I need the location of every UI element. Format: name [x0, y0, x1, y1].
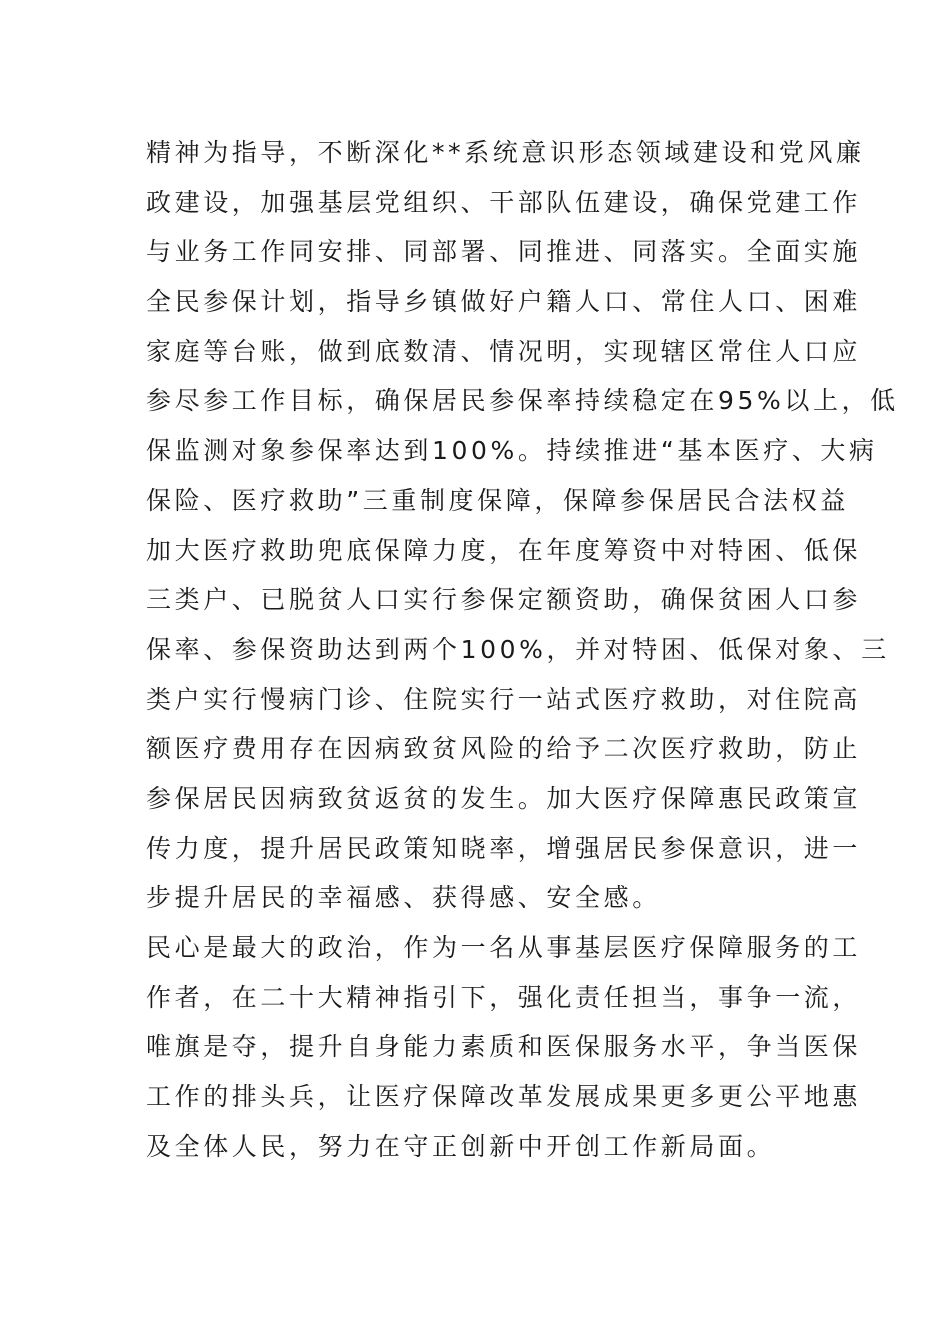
paragraph-line: 工作的排头兵，让医疗保障改革发展成果更多更公平地惠: [146, 1082, 862, 1112]
paragraph-line: 及全体人民，努力在守正创新中开创工作新局面。: [146, 1131, 776, 1161]
paragraph-line: 三类户、已脱贫人口实行参保定额资助，确保贫困人口参: [146, 585, 862, 615]
paragraph-line: 保险、医疗救助”三重制度保障，保障参保居民合法权益: [146, 485, 849, 515]
paragraph-line: 额医疗费用存在因病致贫风险的给予二次医疗救助，防止: [146, 734, 862, 764]
paragraph-line: 唯旗是夺，提升自身能力素质和医保服务水平，争当医保: [146, 1032, 862, 1062]
paragraph-line: 步提升居民的幸福感、获得感、安全感。: [146, 883, 661, 913]
paragraph-line: 保率、参保资助达到两个100%，并对特困、低保对象、三: [146, 634, 890, 664]
paragraph-line: 参尽参工作目标，确保居民参保率持续稳定在95%以上，低: [146, 386, 899, 416]
paragraph-line: 加大医疗救助兜底保障力度，在年度筹资中对特困、低保: [146, 535, 862, 565]
paragraph-line: 参保居民因病致贫返贫的发生。加大医疗保障惠民政策宣: [146, 783, 862, 813]
paragraph-line: 类户实行慢病门诊、住院实行一站式医疗救助，对住院高: [146, 684, 862, 714]
paragraph-line: 与业务工作同安排、同部署、同推进、同落实。全面实施: [146, 237, 862, 267]
paragraph-1: [146, 128, 899, 923]
paragraph-line: 全民参保计划，指导乡镇做好户籍人口、常住人口、困难: [146, 287, 862, 317]
paragraph-line: 家庭等台账，做到底数清、情况明，实现辖区常住人口应: [146, 336, 862, 366]
document-body: [146, 128, 899, 1171]
paragraph-line: 精神为指导，不断深化**系统意识形态领域建设和党风廉: [146, 138, 865, 167]
paragraph-line: 民心是最大的政治，作为一名从事基层医疗保障服务的工: [146, 933, 862, 962]
paragraph-line: 政建设，加强基层党组织、干部队伍建设，确保党建工作: [146, 187, 862, 217]
paragraph-line: 传力度，提升居民政策知晓率，增强居民参保意识，进一: [146, 833, 862, 863]
paragraph-line: 作者，在二十大精神指引下，强化责任担当，事争一流，: [146, 982, 862, 1012]
paragraph-2: [146, 923, 862, 1171]
paragraph-line: 保监测对象参保率达到100%。持续推进“基本医疗、大病: [146, 436, 878, 466]
